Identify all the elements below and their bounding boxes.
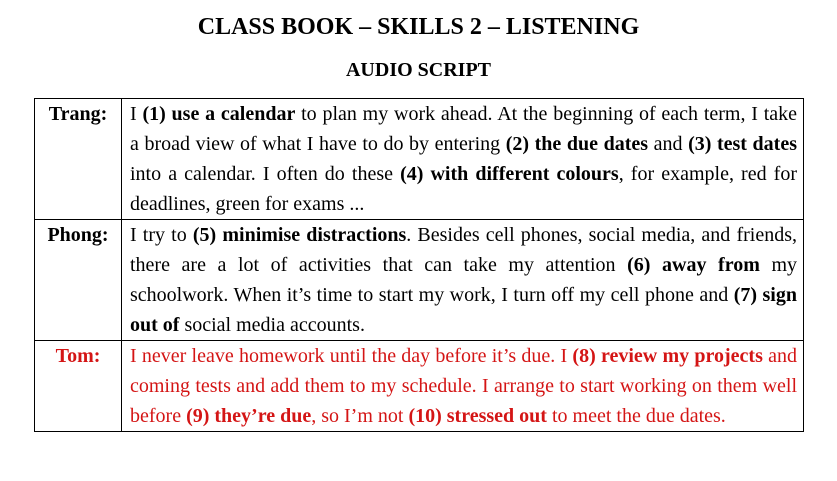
answer-segment: (6) away from (627, 254, 760, 276)
text-segment: , so I’m not (311, 405, 409, 427)
page-subtitle: AUDIO SCRIPT (345, 59, 492, 81)
text-segment: to plan my work ahead. At the beginning of each term, I take a broad view of what I have to do by entering (130, 103, 798, 155)
script-row-phong (35, 220, 804, 341)
answer-segment: (7) sign out of (130, 284, 797, 336)
speaker-name: Trang: (35, 99, 122, 220)
text-segment: I never leave homework until the day before it’s due. I (130, 345, 573, 367)
text-segment: . Besides cell phones, social media, and friends, there are a lot of activities that can take my attention (130, 224, 797, 276)
answer-segment: (8) review my projects (572, 345, 763, 367)
text-segment: I (130, 103, 143, 125)
answer-segment: (1) use a calendar (142, 103, 296, 125)
speaker-line (122, 220, 804, 341)
answer-segment: (2) the due dates (505, 133, 649, 155)
text-segment: into a calendar. I often do these (130, 163, 401, 185)
answer-segment: (10) stressed out (408, 405, 547, 427)
answer-segment: (9) they’re due (186, 405, 312, 427)
text-segment: and (648, 133, 689, 155)
script-row-tom (35, 341, 804, 432)
audio-script-table (34, 98, 804, 432)
speaker-name: Phong: (35, 220, 122, 341)
speaker-name: Tom: (35, 341, 122, 432)
text-segment: social media accounts. (179, 314, 365, 336)
text-segment: to meet the due dates. (546, 405, 726, 427)
answer-segment: (5) minimise distractions (192, 224, 407, 246)
speaker-line (122, 341, 804, 432)
text-segment: and coming tests and add them to my schedule. I arrange to start working on them well before (130, 345, 797, 427)
speaker-line (122, 99, 804, 220)
page-title: CLASS BOOK – SKILLS 2 – LISTENING (197, 14, 640, 40)
text-segment: my schoolwork. When it’s time to start my work, I turn off my cell phone and (130, 254, 798, 306)
script-row-trang (35, 99, 804, 220)
answer-segment: (4) with different colours (400, 163, 619, 185)
text-segment: I try to (130, 224, 193, 246)
text-segment: , for example, red for deadlines, green for exams ... (130, 163, 797, 215)
answer-segment: (3) test dates (688, 133, 797, 155)
